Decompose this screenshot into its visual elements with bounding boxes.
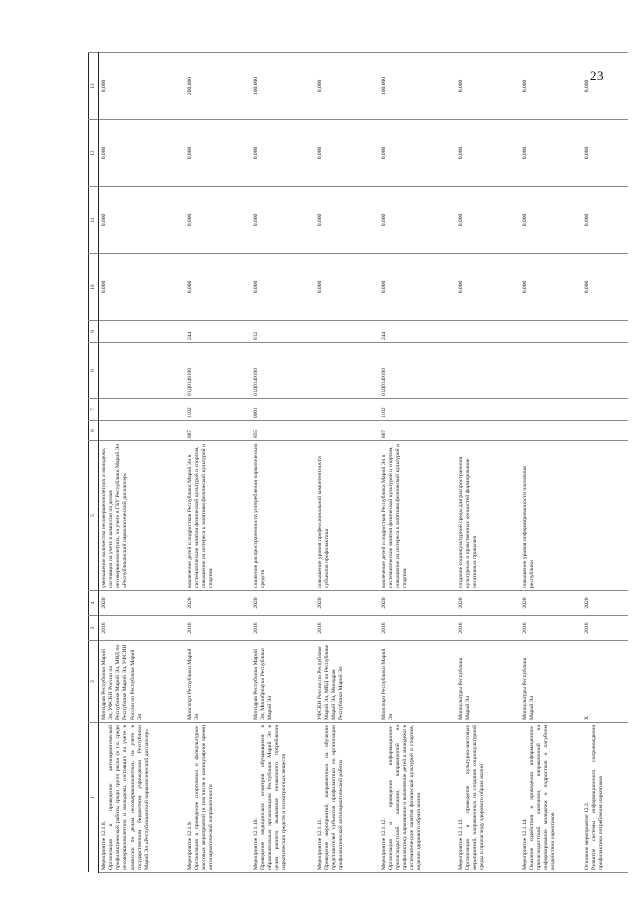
activity-cell	[582, 723, 628, 873]
rzpr-code-cell: 0901	[251, 399, 315, 421]
grbs-code-cell	[99, 421, 185, 441]
start-year-cell: 2016	[315, 616, 379, 641]
value-col-12-cell: 0,000	[99, 120, 185, 187]
executor-cell: УФСКН России по Республике Марий Эл, МВД по Республике Марий Эл, Минздрав Республики Марий Эл	[315, 641, 379, 723]
activity-cell	[456, 723, 520, 873]
csr-code-cell	[456, 343, 520, 399]
csr-code-cell	[582, 343, 628, 399]
value-col-13-cell: 0,000	[315, 53, 379, 120]
end-year-cell: 2020	[315, 591, 379, 616]
column-header-10: 10	[89, 254, 99, 321]
column-header-12: 12	[89, 120, 99, 187]
start-year-cell: 2016	[251, 616, 315, 641]
activity-description: Организация и проведение культурно-массовых мероприятий, направленных на создание социокультурной среды и пропаганду здорового образа жизни	[465, 725, 486, 870]
activity-title: Мероприятие 12.1.11.	[316, 818, 323, 870]
activity-description: Проведение мероприятий, направленных на обучение представителей субъектов профилактики по организации профилактической антинаркотической работы	[323, 725, 345, 870]
csr-code-cell	[99, 343, 185, 399]
activity-cell	[379, 723, 456, 873]
value-col-11-cell: 0,000	[379, 187, 456, 254]
column-header-4: 4	[89, 591, 99, 616]
table-row	[315, 53, 379, 873]
value-col-10-cell: 0,000	[251, 254, 315, 321]
value-col-11-cell: 0,000	[582, 187, 628, 254]
value-col-12-cell: 0,000	[185, 120, 251, 187]
expected-result-cell: создание социокультурной среды для распространения культурных и нравственных ценностей формирование негативных привычек	[456, 441, 520, 591]
vr-code-cell	[456, 321, 520, 343]
grbs-code-cell: 867	[185, 421, 251, 441]
vr-code-cell	[315, 321, 379, 343]
executor-cell: Минздрав Республики Марий Эл, Минобрнауки Республики Марий Эл	[251, 641, 315, 723]
value-col-13-cell: 100,000	[379, 53, 456, 120]
table-row	[185, 53, 251, 873]
column-header-5: 5	[89, 441, 99, 591]
value-col-13-cell: 100,000	[251, 53, 315, 120]
grbs-code-cell	[520, 421, 582, 441]
activity-cell	[520, 723, 582, 873]
executor-cell: Минкультуры Республики Марий Эл	[456, 641, 520, 723]
value-col-11-cell: 0,000	[520, 187, 582, 254]
column-header-6: 6	[89, 421, 99, 441]
value-col-11-cell: 0,000	[456, 187, 520, 254]
end-year-cell: 2020	[185, 591, 251, 616]
expected-result-cell: повышение уровня информированности населения республики	[520, 441, 582, 591]
grbs-code-cell	[315, 421, 379, 441]
value-col-10-cell: 0,000	[315, 254, 379, 321]
value-col-11-cell: 0,000	[99, 187, 185, 254]
rzpr-code-cell	[456, 399, 520, 421]
activity-title: Основное мероприятие 12.2.	[583, 801, 590, 870]
vr-code-cell: 244	[185, 321, 251, 343]
end-year-cell: 2020	[456, 591, 520, 616]
program-activities-table	[88, 52, 628, 873]
value-col-12-cell: 0,000	[582, 120, 628, 187]
rzpr-code-cell: 1102	[379, 399, 456, 421]
activity-cell	[315, 723, 379, 873]
column-header-2: 2	[89, 641, 99, 723]
value-col-10-cell: 0,000	[379, 254, 456, 321]
value-col-12-cell: 0,000	[379, 120, 456, 187]
value-col-13-cell: 0,000	[456, 53, 520, 120]
column-header-1: 1	[89, 723, 99, 873]
activity-cell	[185, 723, 251, 873]
csr-code-cell: 01Д0149100	[251, 343, 315, 399]
page-number: 23	[590, 68, 604, 83]
value-col-11-cell: 0,000	[251, 187, 315, 254]
vr-code-cell	[99, 321, 185, 343]
activity-description: Проведение медицинских осмотров обучающихся в образовательных организациях Республики Марий Эл в целях раннего выявления незаконного потребления наркотических средств и психотропных веществ	[259, 725, 288, 870]
vr-code-cell	[582, 321, 628, 343]
start-year-cell: 2016	[379, 616, 456, 641]
table-row	[582, 53, 628, 873]
rzpr-code-cell	[582, 399, 628, 421]
value-col-10-cell: 0,000	[99, 254, 185, 321]
activity-description: Организация и проведение спортивных и физкультурно-массовых мероприятий (в том числе в каникулярное время) антинаркотической направленности	[193, 725, 214, 870]
grbs-code-cell: 855	[251, 421, 315, 441]
table-row	[251, 53, 315, 873]
activity-description: Организация и проведение информационно-пропагандистской кампании, направленной на профилактику наркомании и вовлечение детей и молодежи в систематические занятия физической культурой и спортом, ведение здорового образа жизни	[387, 725, 423, 870]
value-col-12-cell: 0,000	[315, 120, 379, 187]
end-year-cell: 2020	[582, 591, 628, 616]
vr-code-cell: 244	[379, 321, 456, 343]
value-col-13-cell: 0,000	[99, 53, 185, 120]
expected-result-cell: повышение уровня профессиональной компетентности субъектов профилактики	[315, 441, 379, 591]
value-col-13-cell: 0,000	[582, 53, 628, 120]
activity-cell	[251, 723, 315, 873]
value-col-13-cell: 200,000	[185, 53, 251, 120]
table-row	[456, 53, 520, 873]
table-row	[379, 53, 456, 873]
activity-title: Мероприятие 12.1.9.	[186, 820, 193, 870]
table-row	[520, 53, 582, 873]
vr-code-cell	[520, 321, 582, 343]
end-year-cell: 2020	[251, 591, 315, 616]
activity-cell	[99, 723, 185, 873]
executor-cell: Минздрав Республики Марий Эл, УФСКН России по Республике Марий Эл, МВД по Республике Марий Эл, УФСИН России по Республике Марий Эл	[99, 641, 185, 723]
grbs-code-cell	[582, 421, 628, 441]
start-year-cell: 2016	[185, 616, 251, 641]
activity-title: Мероприятие 12.1.14.	[521, 818, 528, 870]
activity-description: Оказание содействия в проведении информационно-пропагандистской кампании, направленной на информирование молодежи о подростков о пагубном воздействии наркотиков	[529, 725, 557, 870]
column-header-3: 3	[89, 616, 99, 641]
start-year-cell: 2016	[520, 616, 582, 641]
column-header-7: 7	[89, 399, 99, 421]
value-col-10-cell: 0,000	[456, 254, 520, 321]
executor-cell: X	[582, 641, 628, 723]
column-header-13: 13	[89, 53, 99, 120]
expected-result-cell: уменьшение количества несовершеннолетних и молодежи, состоящих на учете в комиссии по делам несовершеннолетних, на учете в ГБУ Республики Марий Эл «Республиканский наркологический диспансер»	[99, 441, 185, 591]
vr-code-cell: 612	[251, 321, 315, 343]
activity-title: Мероприятие 12.1.12.	[380, 818, 387, 870]
activity-description: Организация и проведение антинаркотической профилактической работы среди групп риска (в т.ч. среди несовершеннолетних и молодежи, состоящих на учете в комиссии по делам несовершеннолетних, на учете в государственном бюджетном учреждении Республики Марий Эл «Республиканский наркологический диспансер»	[108, 725, 150, 870]
expected-result-cell: вовлечение детей и подростков Республики Марий Эл в систематические занятия физической культурой и спортом, повышение их интереса к занятиям физической культурой и спортом	[185, 441, 251, 591]
table-body	[99, 53, 629, 873]
column-header-8: 8	[89, 343, 99, 399]
activity-description: Развитие системы информационного сопровождения профилактики потребления наркотиков	[590, 725, 604, 870]
value-col-12-cell: 0,000	[520, 120, 582, 187]
end-year-cell: 2020	[379, 591, 456, 616]
csr-code-cell	[520, 343, 582, 399]
value-col-10-cell: 0,000	[582, 254, 628, 321]
csr-code-cell: 01Д0149100	[379, 343, 456, 399]
value-col-12-cell: 0,000	[251, 120, 315, 187]
value-col-11-cell: 0,000	[185, 187, 251, 254]
column-number-header	[89, 53, 99, 873]
column-header-11: 11	[89, 187, 99, 254]
rotated-table-sheet	[88, 53, 628, 873]
executor-cell: Минспорт Республики Марий Эл	[379, 641, 456, 723]
activity-title: Мероприятие 12.1.8.	[101, 820, 107, 870]
grbs-code-cell	[456, 421, 520, 441]
value-col-10-cell: 0,000	[520, 254, 582, 321]
rzpr-code-cell	[315, 399, 379, 421]
expected-result-cell: снижение распространенности употребления наркотических средств	[251, 441, 315, 591]
rzpr-code-cell	[99, 399, 185, 421]
expected-result-cell	[582, 441, 628, 591]
value-col-10-cell: 0,000	[185, 254, 251, 321]
rzpr-code-cell	[520, 399, 582, 421]
value-col-12-cell: 0,000	[456, 120, 520, 187]
column-header-9: 9	[89, 321, 99, 343]
rzpr-code-cell: 1102	[185, 399, 251, 421]
table-row	[99, 53, 185, 873]
executor-cell: Минспорт Республики Марий Эл	[185, 641, 251, 723]
activity-title: Мероприятие 12.1.13.	[457, 818, 464, 870]
start-year-cell: 2016	[99, 616, 185, 641]
grbs-code-cell: 867	[379, 421, 456, 441]
activity-title: Мероприятие 12.1.10.	[252, 818, 259, 870]
end-year-cell: 2020	[520, 591, 582, 616]
start-year-cell: 2016	[456, 616, 520, 641]
value-col-11-cell: 0,000	[315, 187, 379, 254]
expected-result-cell: вовлечение детей и подростков Республики Марий Эл в систематические занятия физической культурой и спортом, повышение их интереса к занятиям физической культурой и спортом	[379, 441, 456, 591]
executor-cell: Минкультуры Республики Марий Эл	[520, 641, 582, 723]
csr-code-cell: 01Д0149100	[185, 343, 251, 399]
csr-code-cell	[315, 343, 379, 399]
end-year-cell: 2020	[99, 591, 185, 616]
value-col-13-cell: 0,000	[520, 53, 582, 120]
start-year-cell: 2016	[582, 616, 628, 641]
